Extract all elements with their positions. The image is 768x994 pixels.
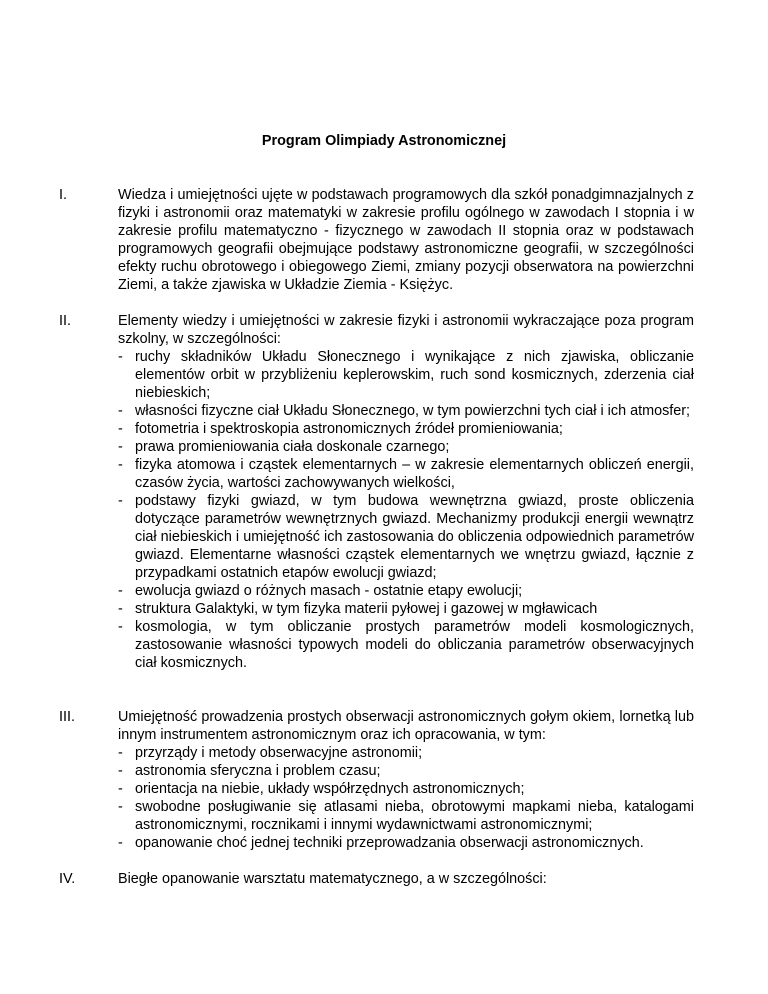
list-item-text: podstawy fizyki gwiazd, w tym budowa wewnętrzna gwiazd, proste obliczenia dotyczące parametrów wewnętrznych gwiazd. Mechanizmy produkcji energii wewnątrz ciał niebieskich i umiejętność ich zastosowania do obliczenia odpowiednich parametrów gwiazd. Elementarne własności cząstek elementarnych we wnętrzu gwiazd, łącznie z przypadkami ostatnich etapów ewolucji gwiazd; <box>135 493 694 581</box>
bullet-dash: - <box>118 421 123 437</box>
item-list <box>118 744 694 852</box>
list-item <box>118 582 694 600</box>
bullet-dash: - <box>118 601 123 617</box>
list-item <box>118 438 694 456</box>
section-number: I. <box>59 187 67 203</box>
document-title: Program Olimpiady Astronomicznej <box>261 133 507 149</box>
bullet-dash: - <box>118 763 123 779</box>
list-item-text: fotometria i spektroskopia astronomicznych źródeł promieniowania; <box>135 421 563 437</box>
list-item-text: orientacja na niebie, układy współrzędnych astronomicznych; <box>135 781 525 797</box>
list-item-text: opanowanie choć jednej techniki przeprowadzania obserwacji astronomicznych. <box>135 835 644 851</box>
bullet-dash: - <box>118 619 123 635</box>
section-text: Elementy wiedzy i umiejętności w zakresie fizyki i astronomii wykraczające poza program szkolny, w szczególności: <box>118 313 694 347</box>
section-number: IV. <box>59 871 76 887</box>
section-text: Umiejętność prowadzenia prostych obserwacji astronomicznych gołym okiem, lornetką lub innym instrumentem astronomicznym oraz ich opracowania, w tym: <box>118 709 694 743</box>
list-item <box>118 600 694 618</box>
list-item <box>118 744 694 762</box>
list-item <box>118 402 694 420</box>
list-item-text: przyrządy i metody obserwacyjne astronomii; <box>135 745 423 761</box>
list-item-text: astronomia sferyczna i problem czasu; <box>135 763 381 779</box>
list-item-text: struktura Galaktyki, w tym fizyka materii pyłowej i gazowej w mgławicach <box>135 601 598 617</box>
list-item <box>118 798 694 834</box>
item-list <box>118 348 694 672</box>
bullet-dash: - <box>118 583 123 599</box>
section-1 <box>0 186 768 294</box>
list-item-text: kosmologia, w tym obliczanie prostych parametrów modeli kosmologicznych, zastosowanie własności typowych modeli do obliczania parametrów obserwacyjnych ciał kosmicznych. <box>135 619 694 671</box>
section-4 <box>0 870 768 888</box>
section-number: II. <box>59 313 71 329</box>
list-item <box>118 348 694 402</box>
list-item-text: ewolucja gwiazd o różnych masach - ostatnie etapy ewolucji; <box>135 583 523 599</box>
section-3 <box>0 708 768 852</box>
bullet-dash: - <box>118 799 123 815</box>
list-item-text: własności fizyczne ciał Układu Słonecznego, w tym powierzchni tych ciał i ich atmosfer; <box>135 403 691 419</box>
list-item-text: swobodne posługiwanie się atlasami nieba, obrotowymi mapkami nieba, katalogami astronomicznymi, rocznikami i innymi wydawnictwami astronomicznymi; <box>135 799 694 833</box>
list-item <box>118 456 694 492</box>
section-text: Biegłe opanowanie warsztatu matematycznego, a w szczególności: <box>118 871 547 887</box>
list-item-text: fizyka atomowa i cząstek elementarnych – w zakresie elementarnych obliczeń energii, czasów życia, wartości zachowywanych wielkości, <box>135 457 694 491</box>
section-text: Wiedza i umiejętności ujęte w podstawach programowych dla szkół ponadgimnazjalnych z fizyki i astronomii oraz matematyki w zakresie profilu ogólnego w zawodach I stopnia i w zakresie profilu matematyczno - fizycznego w zawodach II stopnia oraz w podstawach programowych geografii obejmujące podstawy astronomiczne geografii, w szczególności efekty ruchu obrotowego i obiegowego Ziemi, zmiany pozycji obserwatora na powierzchni Ziemi, a także zjawiska w Układzie Ziemia - Księżyc. <box>118 187 694 293</box>
bullet-dash: - <box>118 349 123 365</box>
bullet-dash: - <box>118 745 123 761</box>
list-item <box>118 492 694 582</box>
bullet-dash: - <box>118 403 123 419</box>
list-item <box>118 618 694 672</box>
bullet-dash: - <box>118 781 123 797</box>
list-item-text: ruchy składników Układu Słonecznego i wynikające z nich zjawiska, obliczanie elementów orbit w przybliżeniu keplerowskim, ruch sond kosmicznych, zderzenia ciał niebieskich; <box>135 349 694 401</box>
list-item <box>118 834 694 852</box>
section-2 <box>0 312 768 672</box>
list-item <box>118 420 694 438</box>
bullet-dash: - <box>118 439 123 455</box>
section-number: III. <box>59 709 75 725</box>
list-item <box>118 780 694 798</box>
list-item <box>118 762 694 780</box>
bullet-dash: - <box>118 835 123 851</box>
list-item-text: prawa promieniowania ciała doskonale czarnego; <box>135 439 450 455</box>
bullet-dash: - <box>118 457 123 473</box>
bullet-dash: - <box>118 493 123 509</box>
